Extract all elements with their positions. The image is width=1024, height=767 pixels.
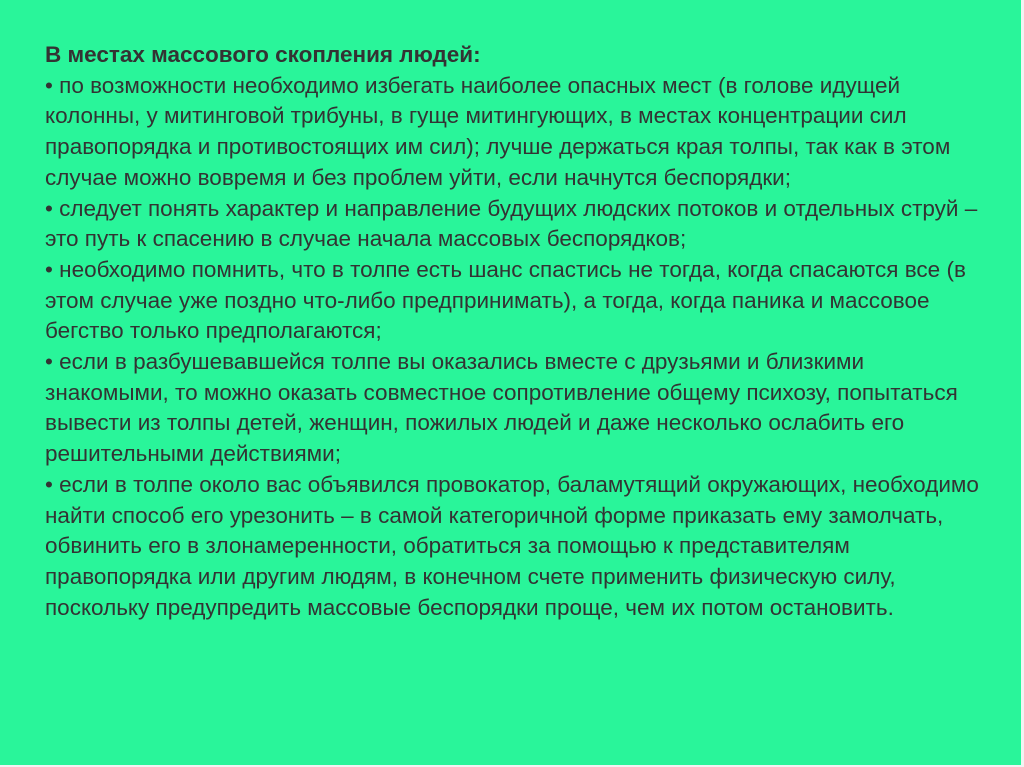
bullet-text: следует понять характер и направление будущих людских потоков и отдельных струй – это путь к спасению в случае начала массовых беспорядков; [45, 195, 978, 252]
bullet-text: если в толпе около вас объявился провокатор, баламутящий окружающих, необходимо найти способ его урезонить – в самой категоричной форме приказать ему замолчать, обвинить его в злонамеренности, обратиться за помощью к представителям правопорядка или другим людям, в конечном счете применить физическую силу, поскольку предупредить массовые беспорядки проще, чем их потом остановить. [45, 471, 979, 620]
bullet-item-4 [45, 347, 980, 470]
bullet-text: если в разбушевавшейся толпе вы оказались вместе с друзьями и близкими знакомыми, то можно оказать совместное сопротивление общему психозу, попытаться вывести из толпы детей, женщин, пожилых людей и даже несколько ослабить его решительными действиями; [45, 349, 958, 467]
bullet-item-2 [45, 194, 980, 255]
bullet-item-5 [45, 470, 980, 624]
bullet-marker: • [45, 256, 53, 282]
bullet-marker: • [45, 195, 53, 221]
bullet-text: необходимо помнить, что в толпе есть шанс спастись не тогда, когда спасаются все (в этом случае уже поздно что-либо предпринимать), а тогда, когда паника и массовое бегство только предполагаются; [45, 256, 966, 344]
bullet-item-3 [45, 255, 980, 347]
slide-content [45, 40, 980, 623]
slide-heading: В местах массового скопления людей: [45, 42, 481, 67]
bullet-marker: • [45, 72, 53, 98]
bullet-item-1 [45, 71, 980, 194]
bullet-marker: • [45, 471, 53, 497]
bullet-text: по возможности необходимо избегать наиболее опасных мест (в голове идущей колонны, у митинговой трибуны, в гуще митингующих, в местах концентрации сил правопорядка и противостоящих им сил); лучше держаться края толпы, так как в этом случае можно вовремя и без проблем уйти, если начнутся беспорядки; [45, 72, 951, 190]
bullet-marker: • [45, 349, 53, 375]
